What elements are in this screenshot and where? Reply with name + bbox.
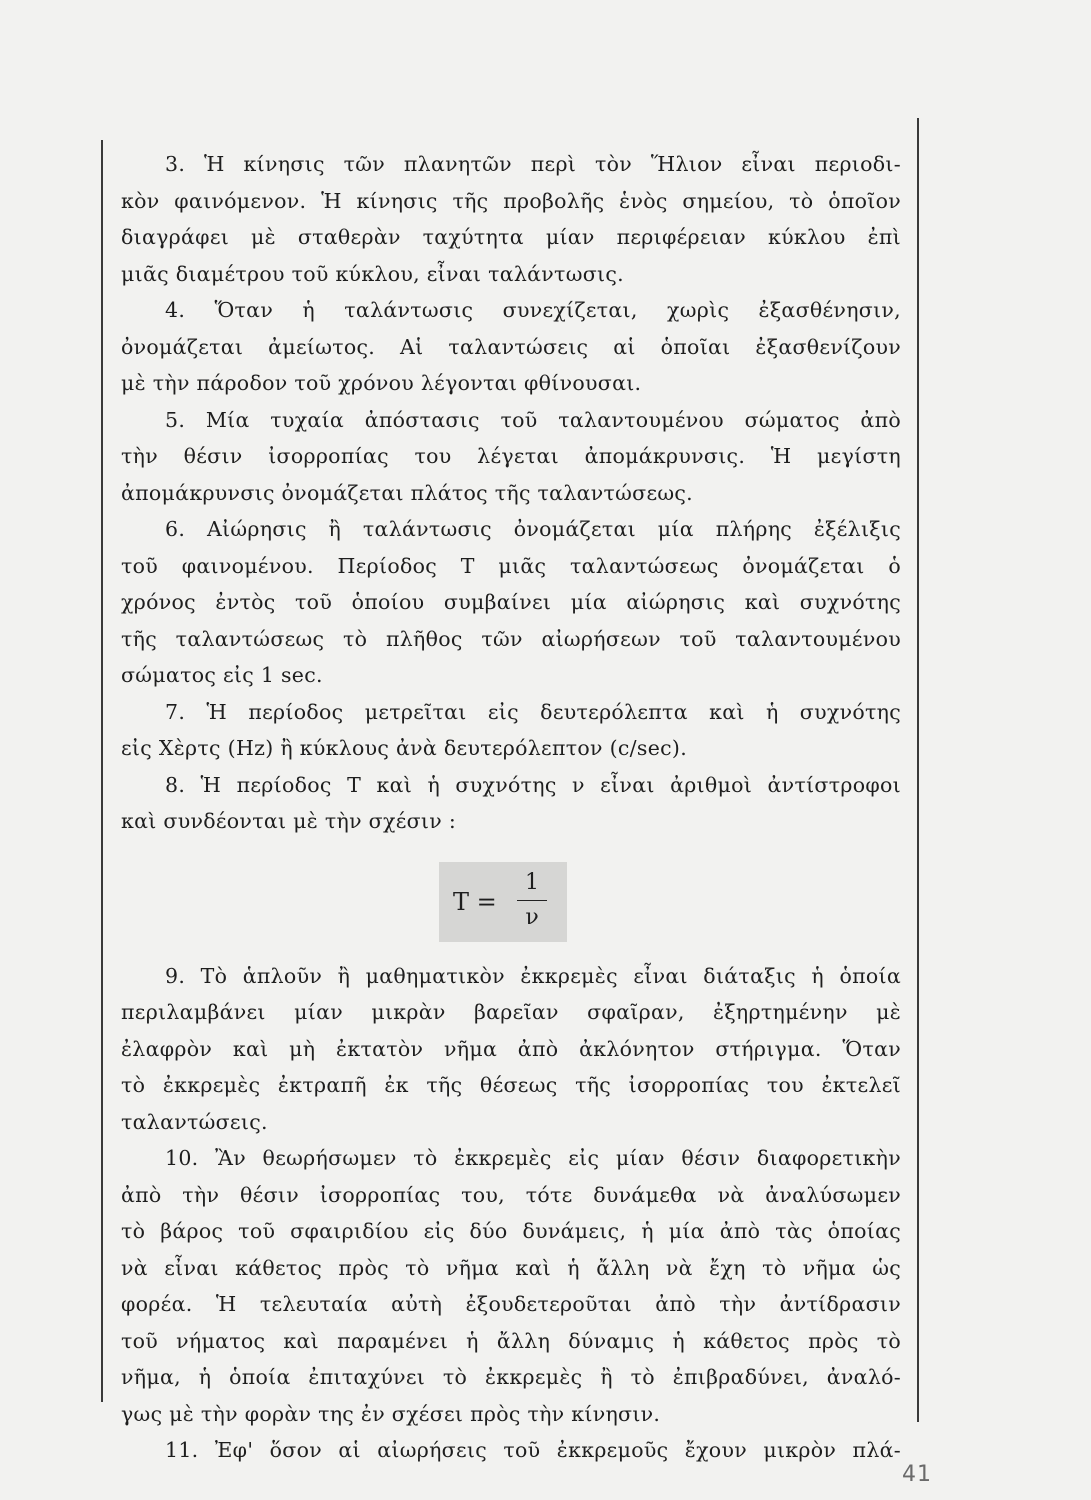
text-line: καὶ συνδέονται μὲ τὴν σχέσιν : bbox=[121, 809, 457, 833]
page-number: 41 bbox=[902, 1462, 932, 1487]
text-line: κὸν φαινόμενον. Ἡ κίνησις τῆς προβολῆς ἑνὸς σημείου, τὸ ὁποῖον bbox=[121, 188, 901, 213]
right-margin-rule bbox=[917, 118, 919, 1422]
text-line: 5. Μία τυχαία ἀπόστασις τοῦ ταλαντουμένου σώματος ἀπὸ bbox=[165, 407, 901, 432]
text-line: ἐλαφρὸν καὶ μὴ ἐκτατὸν νῆμα ἀπὸ ἀκλόνητον στήριγμα. Ὅταν bbox=[121, 1036, 901, 1061]
formula-denominator: ν bbox=[525, 905, 539, 931]
text-line: χρόνος ἐντὸς τοῦ ὁποίου συμβαίνει μία αἰώρησις καὶ συχνότης bbox=[121, 590, 901, 614]
text-line: 3. Ἡ κίνησις τῶν πλανητῶν περὶ τὸν Ἥλιον εἶναι περιοδι- bbox=[165, 152, 901, 176]
formula-period-frequency bbox=[439, 862, 567, 942]
text-line: φορέα. Ἡ τελευταία αὐτὴ ἐξουδετεροῦται ἀπὸ τὴν ἀντίδρασιν bbox=[121, 1292, 901, 1316]
text-line: 11. Ἐφ' ὅσον αἱ αἰωρήσεις τοῦ ἐκκρεμοῦς ἔχουν μικρὸν πλά- bbox=[165, 1438, 901, 1462]
text-line: 9. Τὸ ἁπλοῦν ἢ μαθηματικὸν ἐκκρεμὲς εἶναι διάταξις ἡ ὁποία bbox=[165, 963, 901, 988]
left-margin-rule bbox=[101, 140, 103, 1402]
text-line: νῆμα, ἡ ὁποία ἐπιταχύνει τὸ ἐκκρεμὲς ἢ τὸ ἐπιβραδύνει, ἀναλό- bbox=[121, 1365, 901, 1389]
text-line: 4. Ὅταν ἡ ταλάντωσις συνεχίζεται, χωρὶς ἐξασθένησιν, bbox=[165, 298, 901, 322]
body-text bbox=[121, 146, 901, 1469]
text-line: σώματος εἰς 1 sec. bbox=[121, 663, 323, 687]
fraction-bar bbox=[517, 900, 547, 902]
formula-numerator: 1 bbox=[525, 869, 539, 895]
text-line: μιᾶς διαμέτρου τοῦ κύκλου, εἶναι ταλάντωσις. bbox=[121, 261, 624, 286]
formula-row bbox=[121, 840, 901, 958]
text-line: 7. Ἡ περίοδος μετρεῖται εἰς δευτερόλεπτα καὶ ἡ συχνότης bbox=[165, 699, 901, 724]
text-line: 10. Ἂν θεωρήσωμεν τὸ ἐκκρεμὲς εἰς μίαν θέσιν διαφορετικὴν bbox=[165, 1146, 901, 1170]
text-line: μὲ τὴν πάροδον τοῦ χρόνου λέγονται φθίνουσαι. bbox=[121, 371, 642, 395]
text-line: ἀπομάκρυνσις ὀνομάζεται πλάτος τῆς ταλαντώσεως. bbox=[121, 480, 694, 505]
text-line: εἰς Χὲρτς (Hz) ἢ κύκλους ἀνὰ δευτερόλεπτον (c/sec). bbox=[121, 736, 688, 760]
text-line: ὀνομάζεται ἀμείωτος. Αἱ ταλαντώσεις αἱ ὁποῖαι ἐξασθενίζουν bbox=[121, 334, 901, 359]
text-line: νὰ εἶναι κάθετος πρὸς τὸ νῆμα καὶ ἡ ἄλλη νὰ ἔχη τὸ νῆμα ὡς bbox=[121, 1255, 901, 1280]
text-line: ἀπὸ τὴν θέσιν ἰσορροπίας του, τότε δυνάμεθα νὰ ἀναλύσωμεν bbox=[121, 1182, 901, 1207]
text-line: ταλαντώσεις. bbox=[121, 1109, 268, 1134]
text-line: τοῦ φαινομένου. Περίοδος Τ μιᾶς ταλαντώσεως ὀνομάζεται ὁ bbox=[121, 553, 901, 578]
formula-fraction bbox=[517, 868, 547, 934]
text-line: τοῦ νήματος καὶ παραμένει ἡ ἄλλη δύναμις ἡ κάθετος πρὸς τὸ bbox=[121, 1328, 901, 1353]
text-line: 6. Αἰώρησις ἢ ταλάντωσις ὀνομάζεται μία πλήρης ἐξέλιξις bbox=[165, 517, 901, 541]
text-line: τῆς ταλαντώσεως τὸ πλῆθος τῶν αἰωρήσεων τοῦ ταλαντουμένου bbox=[121, 626, 901, 651]
text-line: τὸ βάρος τοῦ σφαιριδίου εἰς δύο δυνάμεις, ἡ μία ἀπὸ τὰς ὁποίας bbox=[121, 1219, 901, 1243]
text-line: γως μὲ τὴν φορὰν της ἐν σχέσει πρὸς τὴν κίνησιν. bbox=[121, 1401, 661, 1426]
text-line: διαγράφει μὲ σταθερὰν ταχύτητα μίαν περιφέρειαν κύκλου ἐπὶ bbox=[121, 225, 901, 249]
text-line: 8. Ἡ περίοδος Τ καὶ ἡ συχνότης ν εἶναι ἀριθμοὶ ἀντίστροφοι bbox=[165, 772, 901, 797]
text-line: περιλαμβάνει μίαν μικρὰν βαρεῖαν σφαῖραν, ἐξηρτημένην μὲ bbox=[121, 1000, 901, 1024]
formula-lhs: T = bbox=[453, 887, 497, 916]
text-line: τὴν θέσιν ἰσορροπίας του λέγεται ἀπομάκρυνσις. Ἡ μεγίστη bbox=[121, 444, 901, 468]
text-line: τὸ ἐκκρεμὲς ἐκτραπῆ ἐκ τῆς θέσεως τῆς ἰσορροπίας του ἐκτελεῖ bbox=[121, 1073, 901, 1097]
